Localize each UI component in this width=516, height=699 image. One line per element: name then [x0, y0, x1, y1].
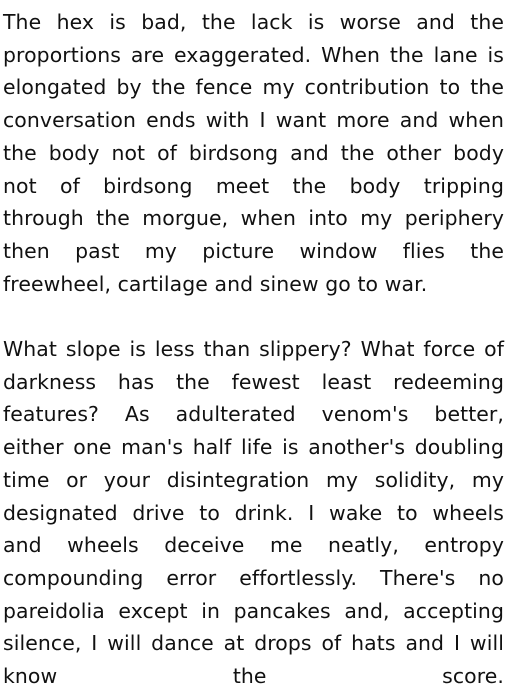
text-line: elongated by the fence my contribution to the — [3, 75, 504, 100]
text-line: the body not of birdsong and the other body — [3, 140, 504, 165]
text-line: silence, I will dance at drops of hats and I will — [3, 631, 504, 656]
text-line: features? As adulterated venom's better, — [3, 402, 504, 427]
text-line: designated drive to drink. I wake to wheels — [3, 500, 504, 525]
text-line: The hex is bad, the lack is worse and the — [3, 10, 504, 34]
text-line: darkness has the fewest least redeeming — [3, 369, 504, 394]
text-line: conversation ends with I want more and when — [3, 108, 504, 133]
text-line: freewheel, cartilage and sinew go to war. — [3, 271, 428, 296]
text-line: not of birdsong meet the body tripping — [3, 173, 504, 198]
text-line: through the morgue, when into my periphery — [3, 206, 504, 231]
text-line: either one man's half life is another's doubling — [3, 435, 504, 460]
text-line: know the score. — [3, 664, 504, 689]
text-line: and wheels deceive me neatly, entropy — [3, 533, 504, 558]
text-line: proportions are exaggerated. When the lane is — [3, 42, 504, 67]
text-line: pareidolia except in pancakes and, accepting — [3, 598, 504, 623]
text-line: then past my picture window flies the — [3, 238, 504, 263]
document-body — [3, 6, 504, 693]
text-line: compounding error effortlessly. There's no — [3, 565, 504, 590]
paragraph-1 — [3, 6, 504, 300]
paragraph-gap — [3, 300, 504, 333]
text-line: time or your disintegration my solidity, my — [3, 467, 504, 492]
text-line: What slope is less than slippery? What force of — [3, 337, 504, 362]
paragraph-2 — [3, 333, 504, 693]
